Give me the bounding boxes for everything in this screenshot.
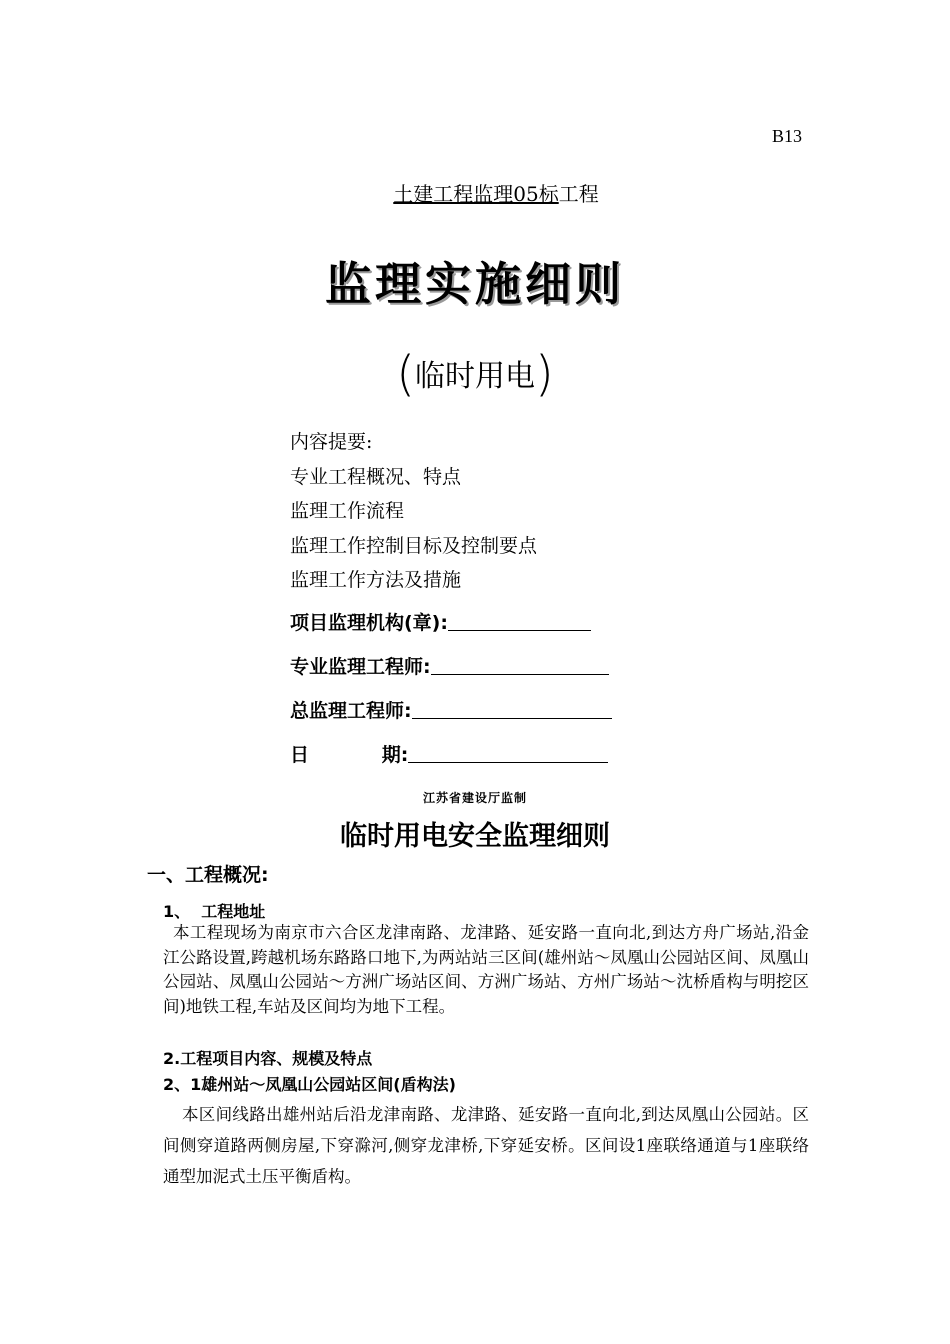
sign-field-date xyxy=(290,740,608,767)
subsection-heading: 2、1雄州站～凤凰山公园站区间(盾构法) xyxy=(163,1075,456,1094)
contents-item: 监理工作控制目标及控制要点 xyxy=(290,534,538,557)
subtitle-text: 临时用电 xyxy=(415,359,535,394)
project-name-underlined: 土建工程监理05标 xyxy=(393,182,559,206)
sign-field-chief xyxy=(290,696,612,723)
signature-line[interactable] xyxy=(408,744,608,763)
subtitle xyxy=(0,346,950,402)
sign-label: 总监理工程师: xyxy=(290,700,412,722)
sign-label: 专业监理工程师: xyxy=(290,656,431,678)
sign-label: 项目监理机构(章): xyxy=(290,612,448,634)
subtitle-close-paren: ) xyxy=(535,346,554,402)
subsection-heading: 2.工程项目内容、规模及特点 xyxy=(163,1049,373,1068)
document-code: B13 xyxy=(772,126,803,146)
project-name-suffix: 工程 xyxy=(558,182,599,206)
contents-summary xyxy=(290,425,537,598)
main-title: 监理实施细则 xyxy=(325,257,625,311)
project-name xyxy=(0,178,950,207)
paragraph: 本区间线路出雄州站后沿龙津南路、龙津路、延安路一直向北,到达凤凰山公园站。区间侧穿道路两侧房屋,下穿滁河,侧穿龙津桥,下穿延安桥。区间设1座联络通道与1座联络通型加泥式土压平衡盾构。 xyxy=(163,1105,809,1186)
subtitle-open-paren: ( xyxy=(396,346,415,402)
contents-heading: 内容提要: xyxy=(290,431,373,453)
document-title: 临时用电安全监理细则 xyxy=(340,821,610,852)
contents-item: 监理工作流程 xyxy=(290,500,405,522)
signature-line[interactable] xyxy=(412,700,612,719)
sign-field-specialist xyxy=(290,652,609,679)
contents-item: 监理工作方法及措施 xyxy=(290,569,462,591)
signature-line[interactable] xyxy=(431,656,609,675)
sign-field-agency xyxy=(290,608,591,635)
issuer: 江苏省建设厅监制 xyxy=(422,791,527,805)
signature-line[interactable] xyxy=(448,612,591,631)
section-heading: 一、工程概况: xyxy=(147,864,269,886)
sign-label: 日 期: xyxy=(290,744,409,766)
paragraph: 本工程现场为南京市六合区龙津南路、龙津路、延安路一直向北,到达方舟广场站,沿金江公路设置,跨越机场东路路口地下,为两站站三区间(雄州站～凤凰山公园站区间、凤凰山公园站、凤凰山公园站～方洲广场站区间、方洲广场站、方州广场站～沈桥盾构与明挖区间)地铁工程,车站及区间均为地下工程。 xyxy=(163,923,809,1016)
subsection-heading: 1、 工程地址 xyxy=(163,902,266,921)
contents-item: 专业工程概况、特点 xyxy=(290,465,462,488)
